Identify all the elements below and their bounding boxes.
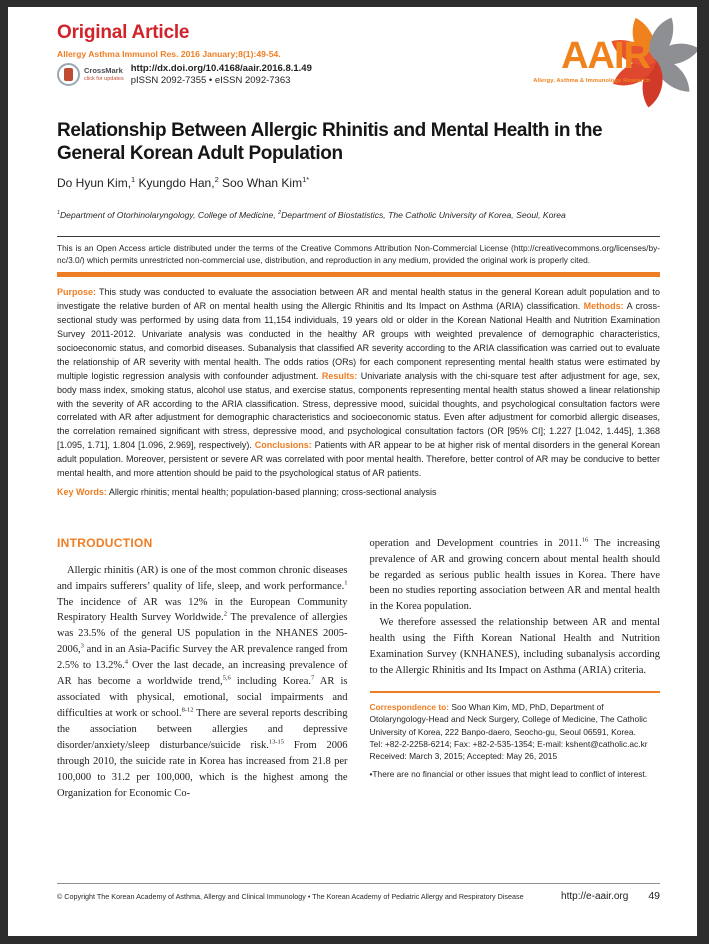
page-number: 49 [648,890,660,902]
authors-line: Do Hyun Kim,$^1$ Kyungdo Han,$^2$ Soo Whan Kim$^{1*}$ [57,174,310,190]
crossmark-name: CrossMark [84,66,123,76]
crossmark-text [84,67,124,81]
journal-citation: Allergy Asthma Immunol Res. 2016 January;8(1):49-54. [57,49,281,59]
correspondence-block [370,701,661,780]
aair-logo-text: AAIR [561,35,650,77]
body-column-left [57,536,348,802]
page-content [8,7,697,936]
intro-paragraph-2: We therefore assessed the relationship between AR and mental health using the Fifth Korean National Health and Nutrition Examination Survey (KNHANES), including subanalysis according to the Allergic Rhinitis and Its Impact on Asthma (ARIA) criteria. [369,617,660,677]
journal-page [8,7,697,936]
crossmark-icon [57,63,80,86]
journal-url[interactable]: http://e-aair.org [561,891,629,902]
abstract-text: Purpose: This study was conducted to evaluate the association between AR and mental health status in the general Korean adult population and to investigate the relative burden of AR on mental health using the Allergic Rhinitis and Its Impact on Asthma (ARIA) classification. Methods: A cross-sectional study was performed by using data from 11,154 individuals, 19 years old or older in the Korean National Health and Nutrition Examination Survey 2011-2012. Univariate analysis was conducted in the healthy AR groups with weighted prevalence of demographic characteristics, socioeconomic status, and comorbid diseases. Subanalysis that classified AR severity according to the ARIA classification was carried out to evaluate the relationship of AR severity with mental health. The odds ratios (ORs) for each component representing mental health status were estimated by multiple logistic regression analysis with confounder adjustment. Results: Univariate analysis with the chi-square test after adjustment for age, sex, body mass index, smoking status, alcohol use status, and exercise status, components representing mental health status showed a linear relationship with the severity of AR according to the ARIA classification. Stress, depressive mood, suicidal thoughts, and psychological consultation factors were correlated with AR after adjustment for demographic characteristics and socioeconomic status. Even after adjustment for comorbid allergic diseases, the correlation remained significant with stress, depressive mood, and psychological consultation factors (OR [95% CI]; 1.227 [1.042, 1.445], 1.368 [1.095, 1.71], 1.804 [1.096, 2.969], respectively). Conclusions: Patients with AR appear to be at higher risk of mental disorders in the general Korean adult population. Moreover, persistent or severe AR was correlated with poor mental health. Therefore, better control of AR may be conducive to better mental health, and more attention should be paid to the psychological status of AR patients. [57,287,661,479]
keywords-line: Key Words: Allergic rhinitis; mental health; population-based planning; cross-sectional analysis [57,487,437,498]
crossmark-subtitle: click for updates [84,75,124,82]
article-title-line1: Relationship Between Allergic Rhinitis and Mental Health in the [57,120,603,141]
conflict-of-interest-note: •There are no financial or other issues that might lead to conflict of interest. [369,769,648,780]
article-type-label: Original Article [57,22,190,43]
footer-right [561,890,660,902]
body-column-right [370,536,661,802]
page-header [57,7,660,86]
doi-link[interactable]: http://dx.doi.org/10.4168/aair.2016.8.1.49 [130,63,312,74]
correspondence-contact: Tel: +82-2-2258-6214; Fax: +82-2-535-1354; E-mail: kshent@catholic.ac.kr [369,738,648,749]
intro-paragraph: Allergic rhinitis (AR) is one of the most common chronic diseases and impairs sufferers’ quality of life, sleep, and work performance.$^1$ The incidence of AR was 12% in the European Community Respiratory Health Survey Worldwide.$^2$ The prevalence of allergies was 23.5% of the general US population in the NHANES 2005-2006,$^3$ and in an Asia-Pacific Survey the AR prevalence ranged from 2.5% to 13.2%.$^4$ Over the last decade, an increasing prevalence of AR has become a worldwide trend,$^{5,6}$ including Korea.$^7$ AR is associated with physical, emotional, social impairments and difficulties at work or school.$^{8-12}$ There are several reports describing the association between allergies and depressive disorder/anxiety/sleep disturbance/suicide risk.$^{13-15}$ From 2006 through 2010, the suicide rate in Korea has increased from 21.8 per 100,000 to 31.2 per 100,000, which is the highest among the Organization for Economic Co- [57,564,348,799]
issn-text: pISSN 2092-7355 • eISSN 2092-7363 [130,75,291,86]
body-columns [57,536,660,802]
abstract-divider-bar [57,272,660,277]
aair-logo [533,37,650,84]
correspondence-address: Correspondence to: Soo Whan Kim, MD, PhD, Department of Otolaryngology-Head and Neck Surgery, College of Medicine, The Catholic University of Korea, 222 Banpo-daero, Seocho-gu, Seoul 06591, Korea. [369,702,648,737]
aair-logo-subtitle: Allergy, Asthma & Immunology Research [533,78,650,84]
section-heading-introduction: INTRODUCTION [57,535,153,550]
page-footer [57,883,660,902]
reference-block [131,63,312,86]
copyright-text: © Copyright The Korean Academy of Asthma, Allergy and Clinical Immunology • The Korean Academy of Pediatric Allergy and Respiratory Disease [57,892,524,901]
open-access-notice: This is an Open Access article distributed under the terms of the Creative Commons Attribution Non-Commercial License (http://creativecommons.org/licenses/by-nc/3.0/) which permits unrestricted non-commercial use, distribution, and reproduction in any medium, provided the original work is properly cited. [57,236,660,266]
article-title [57,120,660,166]
affiliations-line: $^1$Department of Otorhinolaryngology, College of Medicine, $^2$Department of Biostatistics, The Catholic University of Korea, Seoul, Korea [57,209,566,220]
crossmark-badge[interactable] [57,63,124,86]
correspondence-dates: Received: March 3, 2015; Accepted: May 26, 2015 [369,750,558,761]
correspondence-divider [370,691,661,693]
article-title-line2: General Korean Adult Population [57,142,343,164]
intro-paragraph-continued: operation and Development countries in 2011.16 The increasing prevalence of AR and growing concern about mental health should be regarded as serious public health issues in Korea. There have been no studies reporting association between AR and mental health in the Korea population. [369,536,660,613]
